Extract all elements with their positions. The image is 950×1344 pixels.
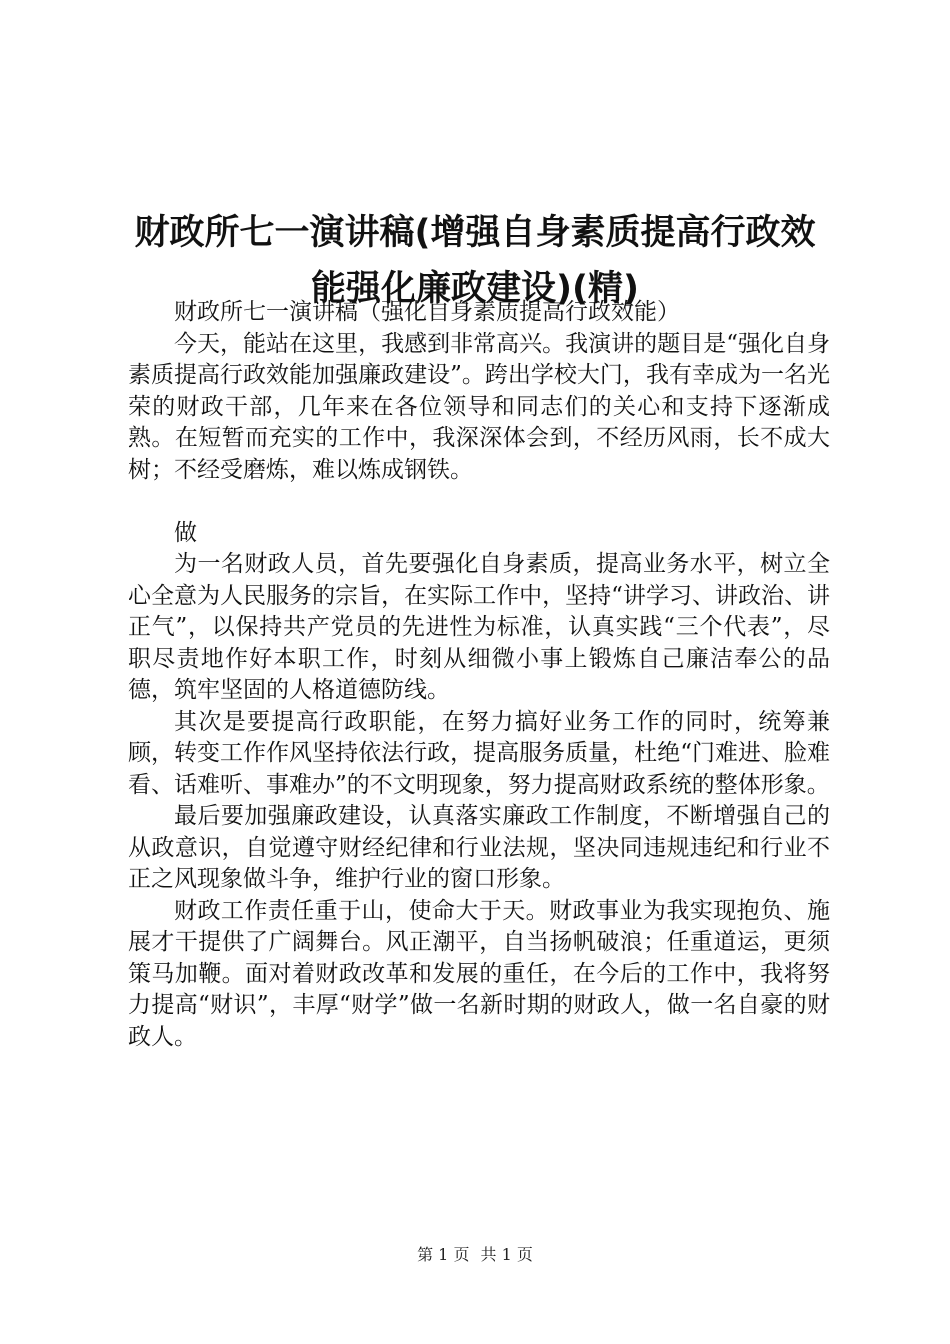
body-paragraph-integrity: 最后要加强廉政建设，认真落实廉政工作制度，不断增强自己的从政意识，自觉遵守财经纪律和行业法规，坚决同违规违纪和行业不正之风现象做斗争，维护行业的窗口形象。 (128, 803, 830, 892)
page-footer (0, 1245, 950, 1265)
page-total: 共 1 页 (480, 1245, 533, 1264)
body-paragraph-efficiency: 其次是要提高行政职能，在努力搞好业务工作的同时，统筹兼顾，转变工作作风坚持依法行政，提高服务质量，杜绝“门难进、脸难看、话难听、事难办”的不文明现象，努力提高财政系统的整体形象。 (128, 708, 830, 798)
closing-paragraph: 财政工作责任重于山，使命大于天。财政事业为我实现抱负、施展才干提供了广阔舞台。风正潮平，自当扬帆破浪；任重道运，更须策马加鞭。面对着财政改革和发展的重任，在今后的工作中，我将努力提高“财识”，丰厚“财学”做一名新时期的财政人，做一名自豪的财政人。 (128, 897, 830, 1050)
subtitle-paragraph: 财政所七一演讲稿（强化自身素质提高行政效能） (174, 299, 680, 325)
document-body (128, 297, 830, 1053)
fragment-paragraph: 做 (174, 519, 197, 546)
title-line-2: 能强化廉政建设)(精) (311, 269, 639, 310)
title-line-1: 财政所七一演讲稿(增强自身素质提高行政效 (134, 213, 816, 254)
body-paragraph-quality: 为一名财政人员，首先要强化自身素质，提高业务水平，树立全心全意为人民服务的宗旨，在实际工作中，坚持“讲学习、讲政治、讲正气”，以保持共产党员的先进性为标准，认真实践“三个代表”，尽职尽责地作好本职工作，时刻从细微小事上锻炼自己廉洁奉公的品德，筑牢坚固的人格道德防线。 (128, 551, 830, 703)
intro-paragraph: 今天，能站在这里，我感到非常高兴。我演讲的题目是“强化自身素质提高行政效能加强廉政建设”。跨出学校大门，我有幸成为一名光荣的财政干部，几年来在各位领导和同志们的关心和支持下逐渐成熟。在短暂而充实的工作中，我深深体会到，不经历风雨，长不成大树；不经受磨炼，难以炼成钢铁。 (128, 330, 830, 483)
page-number: 第 1 页 (417, 1245, 470, 1264)
